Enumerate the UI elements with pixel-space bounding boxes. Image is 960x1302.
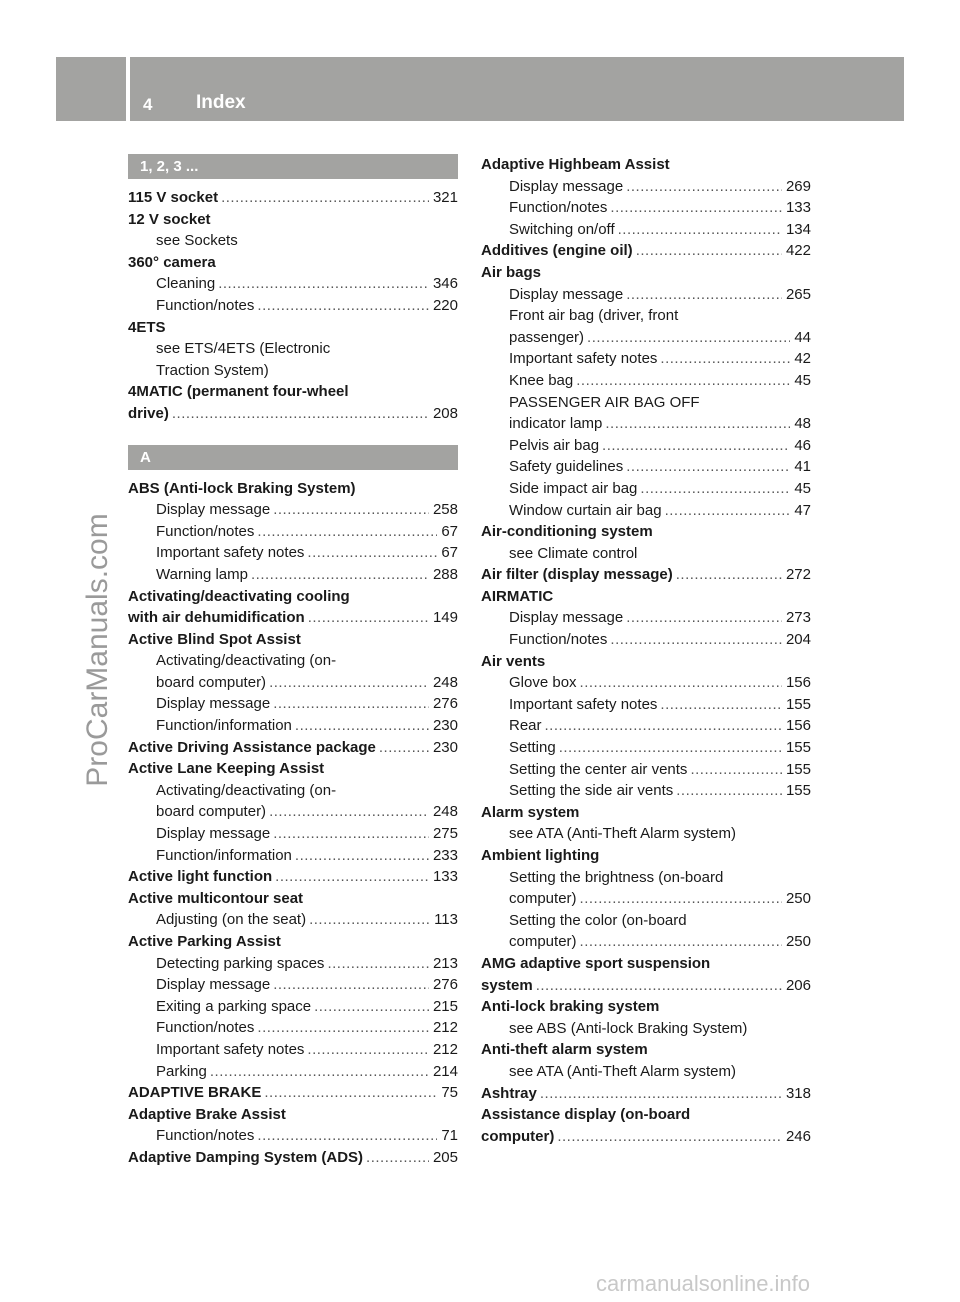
page-reference: 155 xyxy=(785,739,811,757)
index-subentry xyxy=(128,564,458,586)
leader-dots xyxy=(327,953,429,975)
page-reference: 46 xyxy=(794,436,811,454)
index-subentry-text: see ETS/4ETS (Electronic xyxy=(156,340,331,358)
index-subentry xyxy=(481,176,811,198)
entry-label: Active light function xyxy=(128,868,273,886)
index-subentry xyxy=(128,1017,458,1039)
page-reference: 272 xyxy=(785,566,811,584)
entry-label: Function/information xyxy=(156,846,292,864)
leader-dots xyxy=(379,737,429,759)
index-heading: Active Blind Spot Assist xyxy=(128,630,301,648)
leader-dots xyxy=(640,478,790,500)
entry-label: Function/notes xyxy=(156,1019,255,1037)
leader-dots xyxy=(273,974,429,996)
index-subentry-text: see Climate control xyxy=(509,544,638,562)
entry-label: Exiting a parking space xyxy=(156,997,312,1015)
entry-label: Detecting parking spaces xyxy=(156,954,325,972)
leader-dots xyxy=(366,1147,429,1169)
leader-dots xyxy=(273,823,429,845)
index-subentry-text: Activating/deactivating (on- xyxy=(156,781,337,799)
leader-dots xyxy=(307,1039,429,1061)
leader-dots xyxy=(626,607,782,629)
leader-dots xyxy=(536,975,782,997)
page-reference: 155 xyxy=(785,782,811,800)
entry-label: Display message xyxy=(509,177,624,195)
index-subentry xyxy=(128,974,458,996)
index-subentry xyxy=(481,284,811,306)
index-column-right xyxy=(481,154,811,1147)
index-entry xyxy=(481,1083,811,1105)
page-reference: 45 xyxy=(794,479,811,497)
index-subentry xyxy=(481,435,811,457)
page-reference: 44 xyxy=(794,328,811,346)
index-heading: Ambient lighting xyxy=(481,847,600,864)
index-subentry xyxy=(128,499,458,521)
leader-dots xyxy=(257,295,429,317)
page-reference: 318 xyxy=(785,1084,811,1102)
index-subentry xyxy=(481,672,811,694)
index-heading: Active Parking Assist xyxy=(128,933,281,950)
page-number: 4 xyxy=(143,95,153,114)
side-watermark: ProCarManuals.com xyxy=(81,513,114,787)
leader-dots xyxy=(257,1017,429,1039)
index-entry xyxy=(128,1147,458,1169)
entry-label: Setting the side air vents xyxy=(509,782,674,800)
index-entry xyxy=(128,607,458,629)
leader-dots xyxy=(665,500,791,522)
index-entry xyxy=(128,403,458,425)
page-reference: 248 xyxy=(432,803,458,821)
index-subentry xyxy=(128,542,458,564)
entry-label: Knee bag xyxy=(509,371,574,389)
page-reference: 134 xyxy=(785,220,811,238)
entry-label: Function/notes xyxy=(156,1127,255,1145)
page-reference: 250 xyxy=(785,890,811,908)
leader-dots xyxy=(660,694,782,716)
leader-dots xyxy=(309,909,430,931)
page-reference: 212 xyxy=(432,1040,458,1058)
leader-dots xyxy=(618,219,782,241)
index-subentry xyxy=(481,931,811,953)
index-subentry xyxy=(481,737,811,759)
page-reference: 220 xyxy=(432,296,458,314)
page-reference: 67 xyxy=(441,544,458,562)
entry-label: Safety guidelines xyxy=(509,458,624,476)
leader-dots xyxy=(557,1126,782,1148)
entry-label: 115 V socket xyxy=(128,189,219,206)
index-subentry xyxy=(481,888,811,910)
leader-dots xyxy=(626,284,782,306)
page-reference: 273 xyxy=(785,609,811,627)
entry-label: Setting xyxy=(509,739,556,757)
leader-dots xyxy=(210,1061,429,1083)
entry-label: Function/information xyxy=(156,717,292,735)
entry-label: Setting the center air vents xyxy=(509,760,688,778)
index-subentry xyxy=(481,629,811,651)
entry-label: Switching on/off xyxy=(509,220,615,238)
page-reference: 288 xyxy=(432,565,458,583)
leader-dots xyxy=(580,888,782,910)
entry-label: Air filter (display message) xyxy=(481,566,673,584)
leader-dots xyxy=(295,715,429,737)
entry-label: Important safety notes xyxy=(509,695,658,713)
leader-dots xyxy=(273,499,429,521)
page-reference: 215 xyxy=(432,997,458,1015)
page-reference: 213 xyxy=(432,954,458,972)
leader-dots xyxy=(540,1083,782,1105)
page-reference: 155 xyxy=(785,695,811,713)
index-subentry-text: Front air bag (driver, front xyxy=(509,307,679,325)
page-reference: 250 xyxy=(785,933,811,951)
entry-label: Display message xyxy=(156,501,271,519)
page-reference: 276 xyxy=(432,976,458,994)
page-reference: 133 xyxy=(432,868,458,886)
entry-label: Display message xyxy=(156,976,271,994)
index-subentry-text: Setting the brightness (on-board xyxy=(509,868,724,886)
index-entry xyxy=(481,1126,811,1148)
index-subentry xyxy=(481,715,811,737)
entry-label: Additives (engine oil) xyxy=(481,242,633,260)
leader-dots xyxy=(275,866,429,888)
page-reference: 258 xyxy=(432,501,458,519)
section-header: 1, 2, 3 ... xyxy=(128,154,458,179)
leader-dots xyxy=(636,240,782,262)
entry-label: Warning lamp xyxy=(156,565,248,583)
leader-dots xyxy=(660,348,790,370)
page-reference: 42 xyxy=(794,350,811,368)
page-reference: 155 xyxy=(785,760,811,778)
page-reference: 67 xyxy=(441,522,458,540)
entry-label: computer) xyxy=(509,890,577,908)
page-reference: 48 xyxy=(794,415,811,433)
leader-dots xyxy=(269,672,429,694)
index-entry xyxy=(481,564,811,586)
leader-dots xyxy=(626,456,790,478)
index-entry xyxy=(128,1082,458,1104)
entry-label: Function/notes xyxy=(509,631,608,649)
leader-dots xyxy=(251,564,429,586)
index-subentry xyxy=(481,759,811,781)
entry-label: indicator lamp xyxy=(509,415,603,433)
page-reference: 321 xyxy=(432,189,458,206)
page-reference: 45 xyxy=(794,371,811,389)
header-divider xyxy=(126,57,130,121)
section-spacer xyxy=(128,425,458,445)
page-reference: 233 xyxy=(432,846,458,864)
entry-label: Display message xyxy=(156,825,271,843)
index-subentry xyxy=(481,500,811,522)
section-header: A xyxy=(128,445,458,470)
leader-dots xyxy=(610,197,782,219)
index-heading: Active multicontour seat xyxy=(128,889,304,907)
entry-label: Function/notes xyxy=(156,522,255,540)
index-column-left xyxy=(128,154,458,1169)
entry-label: ADAPTIVE BRAKE xyxy=(128,1084,262,1102)
page-reference: 246 xyxy=(785,1127,811,1145)
entry-label: Side impact air bag xyxy=(509,479,638,497)
leader-dots xyxy=(307,542,437,564)
index-subentry xyxy=(128,1125,458,1147)
index-subentry-text: PASSENGER AIR BAG OFF xyxy=(509,393,700,411)
entry-label: system xyxy=(481,976,533,994)
entry-label: computer) xyxy=(509,933,577,951)
index-heading: ABS (Anti-lock Braking System) xyxy=(128,479,356,497)
entry-label: Function/notes xyxy=(509,199,608,217)
index-heading: 4ETS xyxy=(128,318,166,336)
index-subentry-text: Setting the color (on-board xyxy=(509,911,687,929)
leader-dots xyxy=(221,187,429,209)
leader-dots xyxy=(172,403,429,425)
leader-dots xyxy=(269,801,429,823)
index-heading: Anti-lock braking system xyxy=(481,998,660,1016)
page-reference: 205 xyxy=(432,1148,458,1166)
page-reference: 214 xyxy=(432,1062,458,1080)
entry-label: Parking xyxy=(156,1062,207,1080)
page-reference: 230 xyxy=(432,738,458,756)
leader-dots xyxy=(273,693,429,715)
index-entry xyxy=(128,187,458,209)
index-subentry xyxy=(128,273,458,295)
index-subentry xyxy=(128,909,458,931)
page-reference: 208 xyxy=(432,404,458,422)
entry-label: Important safety notes xyxy=(509,350,658,368)
page-reference: 156 xyxy=(785,674,811,692)
index-subentry xyxy=(481,478,811,500)
entry-label: Display message xyxy=(509,285,624,303)
entry-label: Adjusting (on the seat) xyxy=(156,911,307,929)
leader-dots xyxy=(308,607,429,629)
page-reference: 149 xyxy=(432,609,458,627)
entry-label: computer) xyxy=(481,1127,555,1145)
index-entry xyxy=(128,737,458,759)
leader-dots xyxy=(676,780,782,802)
index-subentry-text: Activating/deactivating (on- xyxy=(156,652,337,670)
entry-label: Ashtray xyxy=(481,1084,537,1102)
index-entry xyxy=(481,975,811,997)
index-subentry xyxy=(481,456,811,478)
index-heading: Air-conditioning system xyxy=(481,523,653,541)
leader-dots xyxy=(264,1082,437,1104)
entry-label: board computer) xyxy=(156,803,267,821)
index-subentry xyxy=(128,801,458,823)
page-header xyxy=(56,57,904,121)
leader-dots xyxy=(559,737,782,759)
entry-label: Active Driving Assistance package xyxy=(128,738,376,756)
entry-label: Display message xyxy=(509,609,624,627)
page-reference: 206 xyxy=(785,976,811,994)
index-subentry xyxy=(481,694,811,716)
index-subentry-text: see ATA (Anti-Theft Alarm system) xyxy=(509,1062,737,1080)
leader-dots xyxy=(676,564,782,586)
page-reference: 47 xyxy=(794,501,811,519)
index-entry xyxy=(128,866,458,888)
leader-dots xyxy=(218,273,429,295)
page-reference: 269 xyxy=(785,177,811,195)
index-subentry xyxy=(128,823,458,845)
index-subentry-text: see ABS (Anti-lock Braking System) xyxy=(509,1019,748,1037)
page-reference: 204 xyxy=(785,631,811,649)
index-heading: Anti-theft alarm system xyxy=(481,1041,648,1059)
index-subentry xyxy=(481,327,811,349)
entry-label: Important safety notes xyxy=(156,544,305,562)
entry-label: passenger) xyxy=(509,328,585,346)
entry-label: drive) xyxy=(128,404,169,422)
index-subentry xyxy=(481,780,811,802)
page-reference: 133 xyxy=(785,199,811,217)
index-subentry xyxy=(128,953,458,975)
index-heading: Adaptive Brake Assist xyxy=(128,1105,286,1123)
entry-label: Rear xyxy=(509,717,542,735)
index-heading: Assistance display (on-board xyxy=(481,1106,691,1124)
leader-dots xyxy=(602,435,790,457)
entry-label: Glove box xyxy=(509,674,577,692)
leader-dots xyxy=(610,629,782,651)
entry-label: Function/notes xyxy=(156,296,255,314)
page-reference: 275 xyxy=(432,825,458,843)
index-subentry xyxy=(128,295,458,317)
entry-label: Cleaning xyxy=(156,275,216,293)
page-reference: 346 xyxy=(432,275,458,293)
entry-label: Pelvis air bag xyxy=(509,436,600,454)
page-reference: 265 xyxy=(785,285,811,303)
entry-label: with air dehumidification xyxy=(128,609,305,627)
index-subentry xyxy=(481,607,811,629)
page-reference: 422 xyxy=(785,242,811,260)
page-reference: 230 xyxy=(432,717,458,735)
index-heading: 4MATIC (permanent four-wheel xyxy=(128,383,349,401)
index-subentry xyxy=(128,996,458,1018)
entry-label: Important safety notes xyxy=(156,1040,305,1058)
page-reference: 276 xyxy=(432,695,458,713)
index-subentry-text: Traction System) xyxy=(156,361,269,379)
entry-label: board computer) xyxy=(156,673,267,691)
index-heading: AMG adaptive sport suspension xyxy=(481,954,711,972)
index-subentry xyxy=(128,1061,458,1083)
page-reference: 113 xyxy=(434,911,458,929)
leader-dots xyxy=(257,521,437,543)
index-heading: Air vents xyxy=(481,652,546,670)
leader-dots xyxy=(545,715,782,737)
page-title: Index xyxy=(196,92,246,113)
index-subentry xyxy=(128,715,458,737)
index-heading: 360° camera xyxy=(128,253,216,271)
index-subentry xyxy=(481,348,811,370)
index-subentry xyxy=(481,413,811,435)
page-reference: 75 xyxy=(441,1084,458,1102)
leader-dots xyxy=(626,176,782,198)
index-heading: Active Lane Keeping Assist xyxy=(128,760,325,778)
index-heading: 12 V socket xyxy=(128,210,211,228)
index-heading: Activating/deactivating cooling xyxy=(128,587,350,605)
index-subentry xyxy=(128,693,458,715)
entry-label: Adaptive Damping System (ADS) xyxy=(128,1148,364,1166)
page-reference: 71 xyxy=(441,1127,458,1145)
footer-watermark: carmanualsonline.info xyxy=(596,1271,811,1296)
index-heading: Air bags xyxy=(481,263,542,281)
entry-label: Display message xyxy=(156,695,271,713)
index-subentry xyxy=(128,521,458,543)
leader-dots xyxy=(605,413,790,435)
index-subentry xyxy=(481,370,811,392)
leader-dots xyxy=(587,327,790,349)
index-subentry-text: see Sockets xyxy=(156,232,238,250)
page-reference: 41 xyxy=(794,458,811,476)
index-heading: Adaptive Highbeam Assist xyxy=(481,156,670,173)
index-entry xyxy=(481,240,811,262)
index-heading: AIRMATIC xyxy=(481,587,554,605)
index-subentry xyxy=(481,219,811,241)
index-subentry xyxy=(128,845,458,867)
leader-dots xyxy=(580,672,782,694)
index-subentry xyxy=(128,1039,458,1061)
page-reference: 212 xyxy=(432,1019,458,1037)
leader-dots xyxy=(576,370,790,392)
leader-dots xyxy=(314,996,429,1018)
leader-dots xyxy=(690,759,782,781)
leader-dots xyxy=(257,1125,437,1147)
page-reference: 248 xyxy=(432,673,458,691)
index-subentry-text: see ATA (Anti-Theft Alarm system) xyxy=(509,825,737,843)
page-reference: 156 xyxy=(785,717,811,735)
index-subentry xyxy=(481,197,811,219)
index-subentry xyxy=(128,672,458,694)
leader-dots xyxy=(295,845,429,867)
entry-label: Window curtain air bag xyxy=(509,501,662,519)
index-heading: Alarm system xyxy=(481,803,580,821)
leader-dots xyxy=(580,931,782,953)
